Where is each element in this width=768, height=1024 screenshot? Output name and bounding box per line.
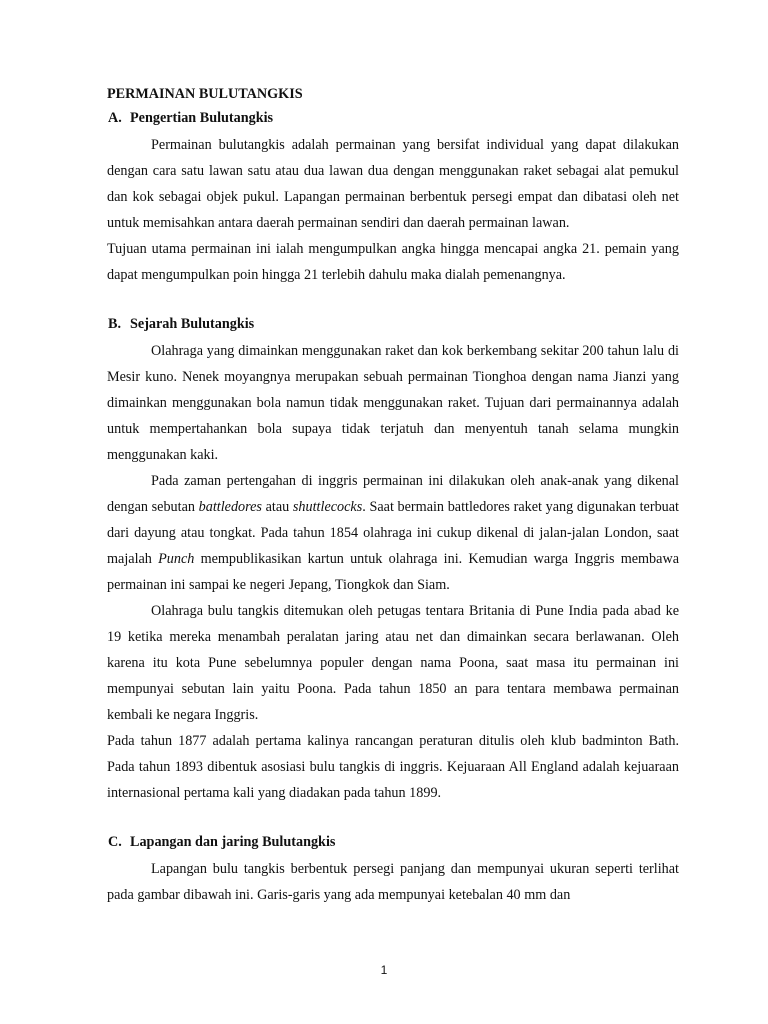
section-a-heading bbox=[107, 108, 679, 128]
section-a-paragraph-1: Permainan bulutangkis adalah permainan yang bersifat individual yang dapat dilakukan dengan cara satu lawan satu atau dua lawan dua dengan menggunakan raket sebagai alat pemukul dan kok sebagai objek pukul. Lapangan permainan berbentuk persegi empat dan dibatasi oleh net untuk memisahkan antara daerah permainan sendiri dan daerah permainan lawan. bbox=[107, 137, 679, 231]
section-c-letter: C. bbox=[108, 834, 122, 850]
section-a-letter: A. bbox=[108, 110, 122, 126]
section-b-paragraph-1: Olahraga yang dimainkan menggunakan raket dan kok berkembang sekitar 200 tahun lalu di Mesir kuno. Nenek moyangnya merupakan sebuah permainan Tionghoa dengan nama Jianzi yang dimainkan menggunakan bola namun tidak menggunakan raket. Tujuan dari permainannya adalah untuk mempertahankan bola supaya tidak terjatuh dan menyentuh tanah selama mungkin menggunakan kaki. bbox=[107, 343, 679, 463]
document-title: PERMAINAN BULUTANGKIS bbox=[107, 86, 303, 102]
section-c-paragraph-1: Lapangan bulu tangkis berbentuk persegi panjang dan mempunyai ukuran seperti terlihat pada gambar dibawah ini. Garis-garis yang ada mempunyai ketebalan 40 mm dan bbox=[107, 861, 679, 903]
page-number: 1 bbox=[380, 963, 388, 977]
section-b-heading bbox=[107, 314, 679, 334]
italic-term-battledores: battledores bbox=[198, 499, 262, 515]
section-b-letter: B. bbox=[108, 316, 122, 332]
document-body bbox=[107, 84, 679, 908]
section-b-paragraph-3: Olahraga bulu tangkis ditemukan oleh petugas tentara Britania di Pune India pada abad ke 19 ketika mereka menambah peralatan jaring atau net dan dimainkan secara berlawanan. Oleh karena itu kota Pune sebelumnya populer dengan nama Poona, saat masa itu permainan ini mempunyai sebutan lain yaitu Poona. Pada tahun 1850 an para tentara membawa permainan kembali ke negara Inggris. bbox=[107, 603, 679, 723]
paragraph-text: . Saat bermain battledores raket yang digunakan terbuat dari dayung atau tongkat. Pada tahun 1854 olahraga ini cukup dikenal di jalan-jalan London, saat majalah bbox=[107, 499, 679, 567]
italic-term-punch: Punch bbox=[158, 551, 195, 567]
italic-term-shuttlecocks: shuttlecocks bbox=[292, 499, 363, 515]
section-a-title: Pengertian Bulutangkis bbox=[130, 110, 274, 126]
section-a-paragraph-2: Tujuan utama permainan ini ialah mengumpulkan angka hingga mencapai angka 21. pemain yang dapat mengumpulkan poin hingga 21 terlebih dahulu maka dialah pemenangnya. bbox=[107, 241, 679, 283]
section-b-title: Sejarah Bulutangkis bbox=[130, 316, 255, 332]
paragraph-text: atau bbox=[261, 499, 293, 515]
section-b-paragraph-4: Pada tahun 1877 adalah pertama kalinya rancangan peraturan ditulis oleh klub badminton Bath. Pada tahun 1893 dibentuk asosiasi bulu tangkis di inggris. Kejuaraan All England adalah kejuaraan internasional pertama kali yang diadakan pada tahun 1899. bbox=[107, 733, 679, 801]
section-c-heading bbox=[107, 832, 679, 852]
paragraph-text: mempublikasikan kartun untuk olahraga ini. Kemudian warga Inggris membawa permainan ini sampai ke negeri Jepang, Tiongkok dan Siam. bbox=[107, 551, 679, 593]
section-b-paragraph-2 bbox=[107, 468, 679, 598]
section-c-title: Lapangan dan jaring Bulutangkis bbox=[130, 834, 336, 850]
paragraph-text: Pada zaman pertengahan di inggris permainan ini dilakukan oleh anak-anak yang dikenal dengan sebutan bbox=[107, 473, 679, 515]
